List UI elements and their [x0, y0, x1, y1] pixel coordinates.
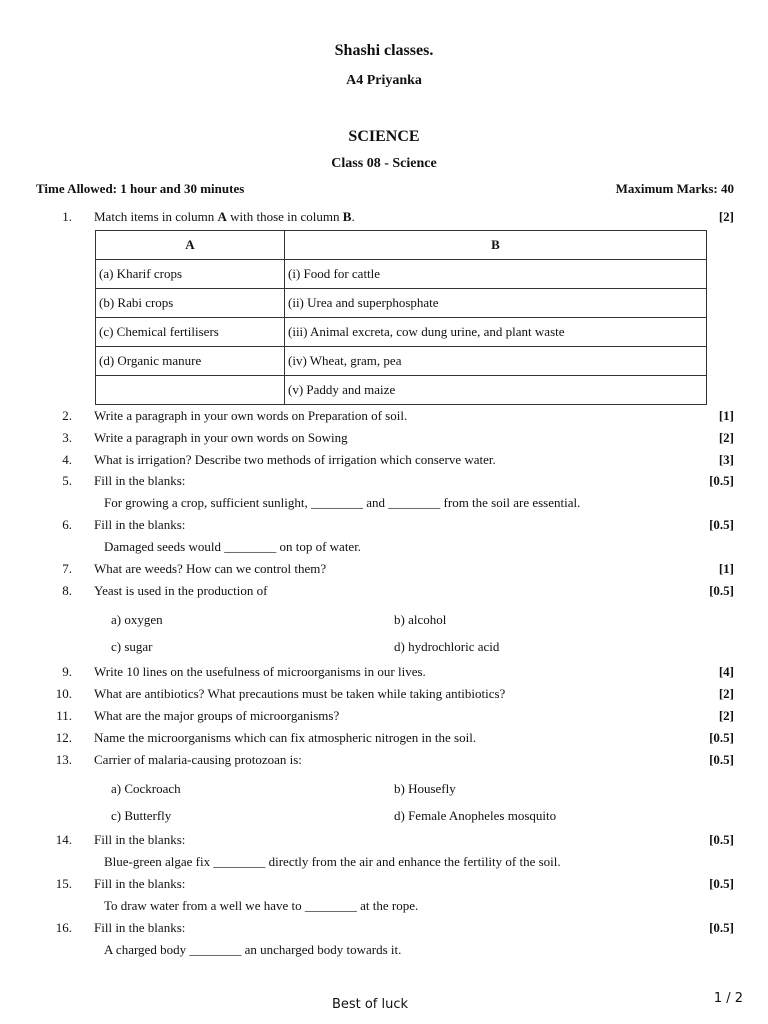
- column-a-ref: A: [217, 209, 227, 224]
- question-text: What are weeds? How can we control them?: [94, 561, 327, 576]
- question-text: What is irrigation? Describe two methods of irrigation which conserve water.: [94, 452, 496, 467]
- class-title: Class 08 - Science: [331, 156, 437, 171]
- question-marks: [0.5]: [709, 583, 734, 598]
- question-marks: [4]: [718, 664, 734, 679]
- question-text: Name the microorganisms which can fix atmospheric nitrogen in the soil.: [94, 730, 477, 745]
- column-b-ref: B: [342, 209, 352, 224]
- question-marks: [0.5]: [709, 752, 734, 767]
- table-row: [96, 318, 707, 347]
- question-marks: [3]: [718, 452, 734, 467]
- question-marks: [2]: [718, 209, 734, 224]
- option-b: b) Housefly: [394, 781, 456, 796]
- question-12: [0, 729, 768, 747]
- question-marks: [2]: [718, 708, 734, 723]
- option-d: d) hydrochloric acid: [394, 639, 500, 654]
- question-6: [0, 516, 768, 534]
- fill-blank-sentence: To draw water from a well we have to ________ at the rope.: [104, 898, 419, 913]
- question-number: 13.: [55, 752, 72, 767]
- question-text: Write 10 lines on the usefulness of microorganisms in our lives.: [94, 664, 426, 679]
- question-text: Fill in the blanks:: [94, 876, 186, 891]
- question-7: [0, 560, 768, 578]
- table-row: [96, 289, 707, 318]
- table-row: [96, 260, 707, 289]
- teacher-name: A4 Priyanka: [346, 73, 422, 88]
- question-text-part: .: [351, 209, 355, 224]
- question-number: 10.: [55, 686, 72, 701]
- question-text: Fill in the blanks:: [94, 920, 186, 935]
- question-number: 3.: [62, 430, 72, 445]
- fill-blank-sentence: Blue-green algae fix ________ directly from the air and enhance the fertility of the soil.: [104, 854, 561, 869]
- question-marks: [0.5]: [709, 876, 734, 891]
- question-text: What are antibiotics? What precautions must be taken while taking antibiotics?: [94, 686, 506, 701]
- question-5: [0, 472, 768, 490]
- question-4: [0, 451, 768, 469]
- question-text: Write a paragraph in your own words on Preparation of soil.: [94, 408, 408, 423]
- fill-blank-sentence: Damaged seeds would ________ on top of water.: [104, 539, 362, 554]
- option-d: d) Female Anopheles mosquito: [394, 808, 557, 823]
- option-c: c) Butterfly: [111, 808, 172, 823]
- cell-b: (i) Food for cattle: [285, 260, 707, 289]
- subject-title: SCIENCE: [348, 128, 420, 145]
- question-number: 14.: [55, 832, 72, 847]
- question-10: [0, 685, 768, 703]
- question-number: 16.: [55, 920, 72, 935]
- table-row: [96, 347, 707, 376]
- fill-blank-sentence: A charged body ________ an uncharged body towards it.: [104, 942, 402, 957]
- question-1: [0, 208, 768, 226]
- question-14: [0, 831, 768, 849]
- question-number: 8.: [62, 583, 72, 598]
- column-b-header: B: [285, 231, 707, 260]
- question-marks: [1]: [718, 408, 734, 423]
- question-text: Fill in the blanks:: [94, 517, 186, 532]
- question-text: Fill in the blanks:: [94, 473, 186, 488]
- cell-b: (ii) Urea and superphosphate: [285, 289, 707, 318]
- cell-a: [96, 376, 285, 405]
- question-marks: [0.5]: [709, 832, 734, 847]
- fill-blank-sentence: For growing a crop, sufficient sunlight, ________ and ________ from the soil are essential.: [104, 495, 581, 510]
- question-marks: [2]: [718, 686, 734, 701]
- column-a-header: A: [96, 231, 285, 260]
- cell-b: (iv) Wheat, gram, pea: [285, 347, 707, 376]
- question-number: 7.: [62, 561, 72, 576]
- option-a: a) oxygen: [111, 612, 163, 627]
- question-number: 4.: [62, 452, 72, 467]
- question-15: [0, 875, 768, 893]
- question-11: [0, 707, 768, 725]
- question-text: Write a paragraph in your own words on Sowing: [94, 430, 348, 445]
- cell-a: (c) Chemical fertilisers: [96, 318, 285, 347]
- cell-b: (v) Paddy and maize: [285, 376, 707, 405]
- table-row: [96, 376, 707, 405]
- institute-name: Shashi classes.: [334, 42, 434, 59]
- question-number: 9.: [62, 664, 72, 679]
- match-table: [95, 230, 707, 405]
- cell-a: (b) Rabi crops: [96, 289, 285, 318]
- question-number: 2.: [62, 408, 72, 423]
- question-13: [0, 751, 768, 769]
- question-number: 12.: [55, 730, 72, 745]
- question-3: [0, 429, 768, 447]
- question-text-part: with those in column: [226, 209, 343, 224]
- footer-text: Best of luck: [331, 997, 409, 1012]
- page-number: 1 / 2: [713, 991, 743, 1006]
- question-number: 1.: [62, 209, 72, 224]
- question-text: Yeast is used in the production of: [94, 583, 268, 598]
- question-2: [0, 407, 768, 425]
- time-allowed: Time Allowed: 1 hour and 30 minutes: [36, 181, 245, 196]
- option-a: a) Cockroach: [111, 781, 181, 796]
- question-text: Fill in the blanks:: [94, 832, 186, 847]
- option-c: c) sugar: [111, 639, 153, 654]
- question-text: [94, 208, 355, 226]
- question-text: What are the major groups of microorganisms?: [94, 708, 340, 723]
- question-16: [0, 919, 768, 937]
- question-number: 6.: [62, 517, 72, 532]
- question-marks: [2]: [718, 430, 734, 445]
- question-number: 5.: [62, 473, 72, 488]
- maximum-marks: Maximum Marks: 40: [615, 181, 734, 196]
- question-9: [0, 663, 768, 681]
- cell-a: (d) Organic manure: [96, 347, 285, 376]
- question-marks: [1]: [718, 561, 734, 576]
- cell-a: (a) Kharif crops: [96, 260, 285, 289]
- option-b: b) alcohol: [394, 612, 447, 627]
- question-marks: [0.5]: [709, 920, 734, 935]
- table-header-row: [96, 231, 707, 260]
- question-text-part: Match items in column: [94, 209, 218, 224]
- cell-b: (iii) Animal excreta, cow dung urine, and plant waste: [285, 318, 707, 347]
- question-marks: [0.5]: [709, 730, 734, 745]
- question-number: 11.: [56, 708, 72, 723]
- question-number: 15.: [55, 876, 72, 891]
- question-marks: [0.5]: [709, 517, 734, 532]
- question-marks: [0.5]: [709, 473, 734, 488]
- question-text: Carrier of malaria-causing protozoan is:: [94, 752, 302, 767]
- question-8: [0, 582, 768, 600]
